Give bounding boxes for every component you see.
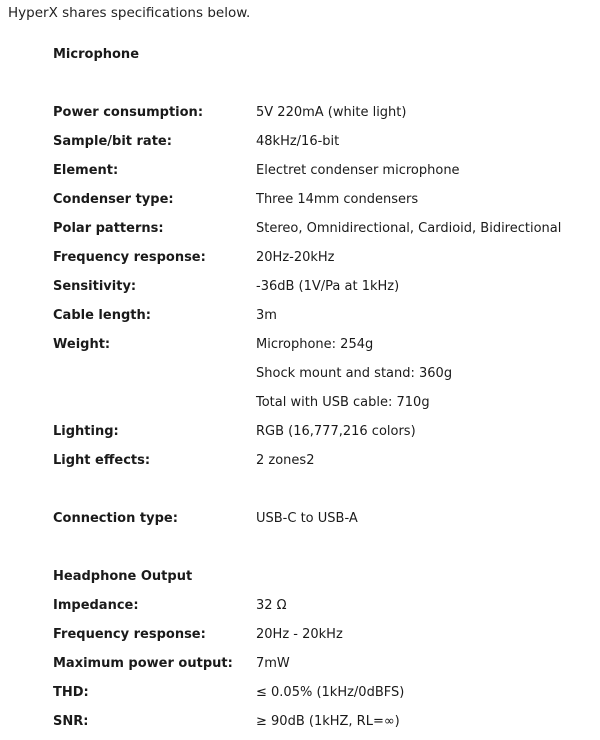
spec-value: 2 zones2 xyxy=(256,453,315,468)
spec-row xyxy=(53,272,593,301)
spec-label: SNR: xyxy=(53,714,89,729)
spec-label: Weight: xyxy=(53,337,111,352)
spec-row xyxy=(53,330,593,359)
spec-value: 7mW xyxy=(256,656,290,671)
spec-row xyxy=(53,301,593,330)
spec-row xyxy=(53,707,593,736)
spec-value: USB-C to USB-A xyxy=(256,511,358,526)
spec-label: Lighting: xyxy=(53,424,119,439)
spec-row xyxy=(53,504,593,533)
spec-label: Light effects: xyxy=(53,453,151,468)
spec-value: 5V 220mA (white light) xyxy=(256,105,407,120)
spec-row xyxy=(53,649,593,678)
spec-value: RGB (16,777,216 colors) xyxy=(256,424,416,439)
spec-row xyxy=(53,40,593,69)
spec-label: Connection type: xyxy=(53,511,178,526)
spec-label: Impedance: xyxy=(53,598,139,613)
spec-value: Shock mount and stand: 360g xyxy=(256,366,453,381)
spec-value: -36dB (1V/Pa at 1kHz) xyxy=(256,279,400,294)
spec-label: Sensitivity: xyxy=(53,279,137,294)
spec-value: Electret condenser microphone xyxy=(256,163,460,178)
spec-row xyxy=(53,388,593,417)
spec-table xyxy=(53,40,593,736)
spec-value: 20Hz-20kHz xyxy=(256,250,335,265)
spec-label: Power consumption: xyxy=(53,105,204,120)
spec-row xyxy=(53,156,593,185)
spec-row xyxy=(53,185,593,214)
spec-label: Element: xyxy=(53,163,119,178)
spec-label: Cable length: xyxy=(53,308,151,323)
spec-row xyxy=(53,359,593,388)
spec-label: Frequency response: xyxy=(53,627,206,642)
spec-row xyxy=(53,678,593,707)
spec-label: Frequency response: xyxy=(53,250,206,265)
spec-row xyxy=(53,533,593,562)
spec-row xyxy=(53,475,593,504)
spec-row xyxy=(53,591,593,620)
spec-value: 48kHz/16-bit xyxy=(256,134,340,149)
spec-row xyxy=(53,69,593,98)
spec-value: Microphone: 254g xyxy=(256,337,374,352)
spec-row xyxy=(53,214,593,243)
spec-label: Maximum power output: xyxy=(53,656,233,671)
intro-text: HyperX shares specifications below. xyxy=(8,5,251,21)
spec-label: Headphone Output xyxy=(53,569,193,584)
spec-label: Microphone xyxy=(53,47,140,62)
spec-label: Condenser type: xyxy=(53,192,174,207)
spec-label: Polar patterns: xyxy=(53,221,164,236)
spec-label: Sample/bit rate: xyxy=(53,134,172,149)
spec-value: Total with USB cable: 710g xyxy=(256,395,430,410)
spec-value: 32 Ω xyxy=(256,598,287,613)
spec-row xyxy=(53,243,593,272)
spec-row xyxy=(53,127,593,156)
spec-row xyxy=(53,417,593,446)
spec-row xyxy=(53,446,593,475)
spec-value: 20Hz - 20kHz xyxy=(256,627,343,642)
spec-value: ≤ 0.05% (1kHz/0dBFS) xyxy=(256,685,405,700)
spec-label: THD: xyxy=(53,685,89,700)
spec-row xyxy=(53,620,593,649)
spec-value: 3m xyxy=(256,308,277,323)
spec-value: Three 14mm condensers xyxy=(256,192,419,207)
spec-row xyxy=(53,562,593,591)
spec-row xyxy=(53,98,593,127)
spec-value: ≥ 90dB (1kHZ, RL=∞) xyxy=(256,714,400,729)
spec-value: Stereo, Omnidirectional, Cardioid, Bidirectional xyxy=(256,221,562,236)
